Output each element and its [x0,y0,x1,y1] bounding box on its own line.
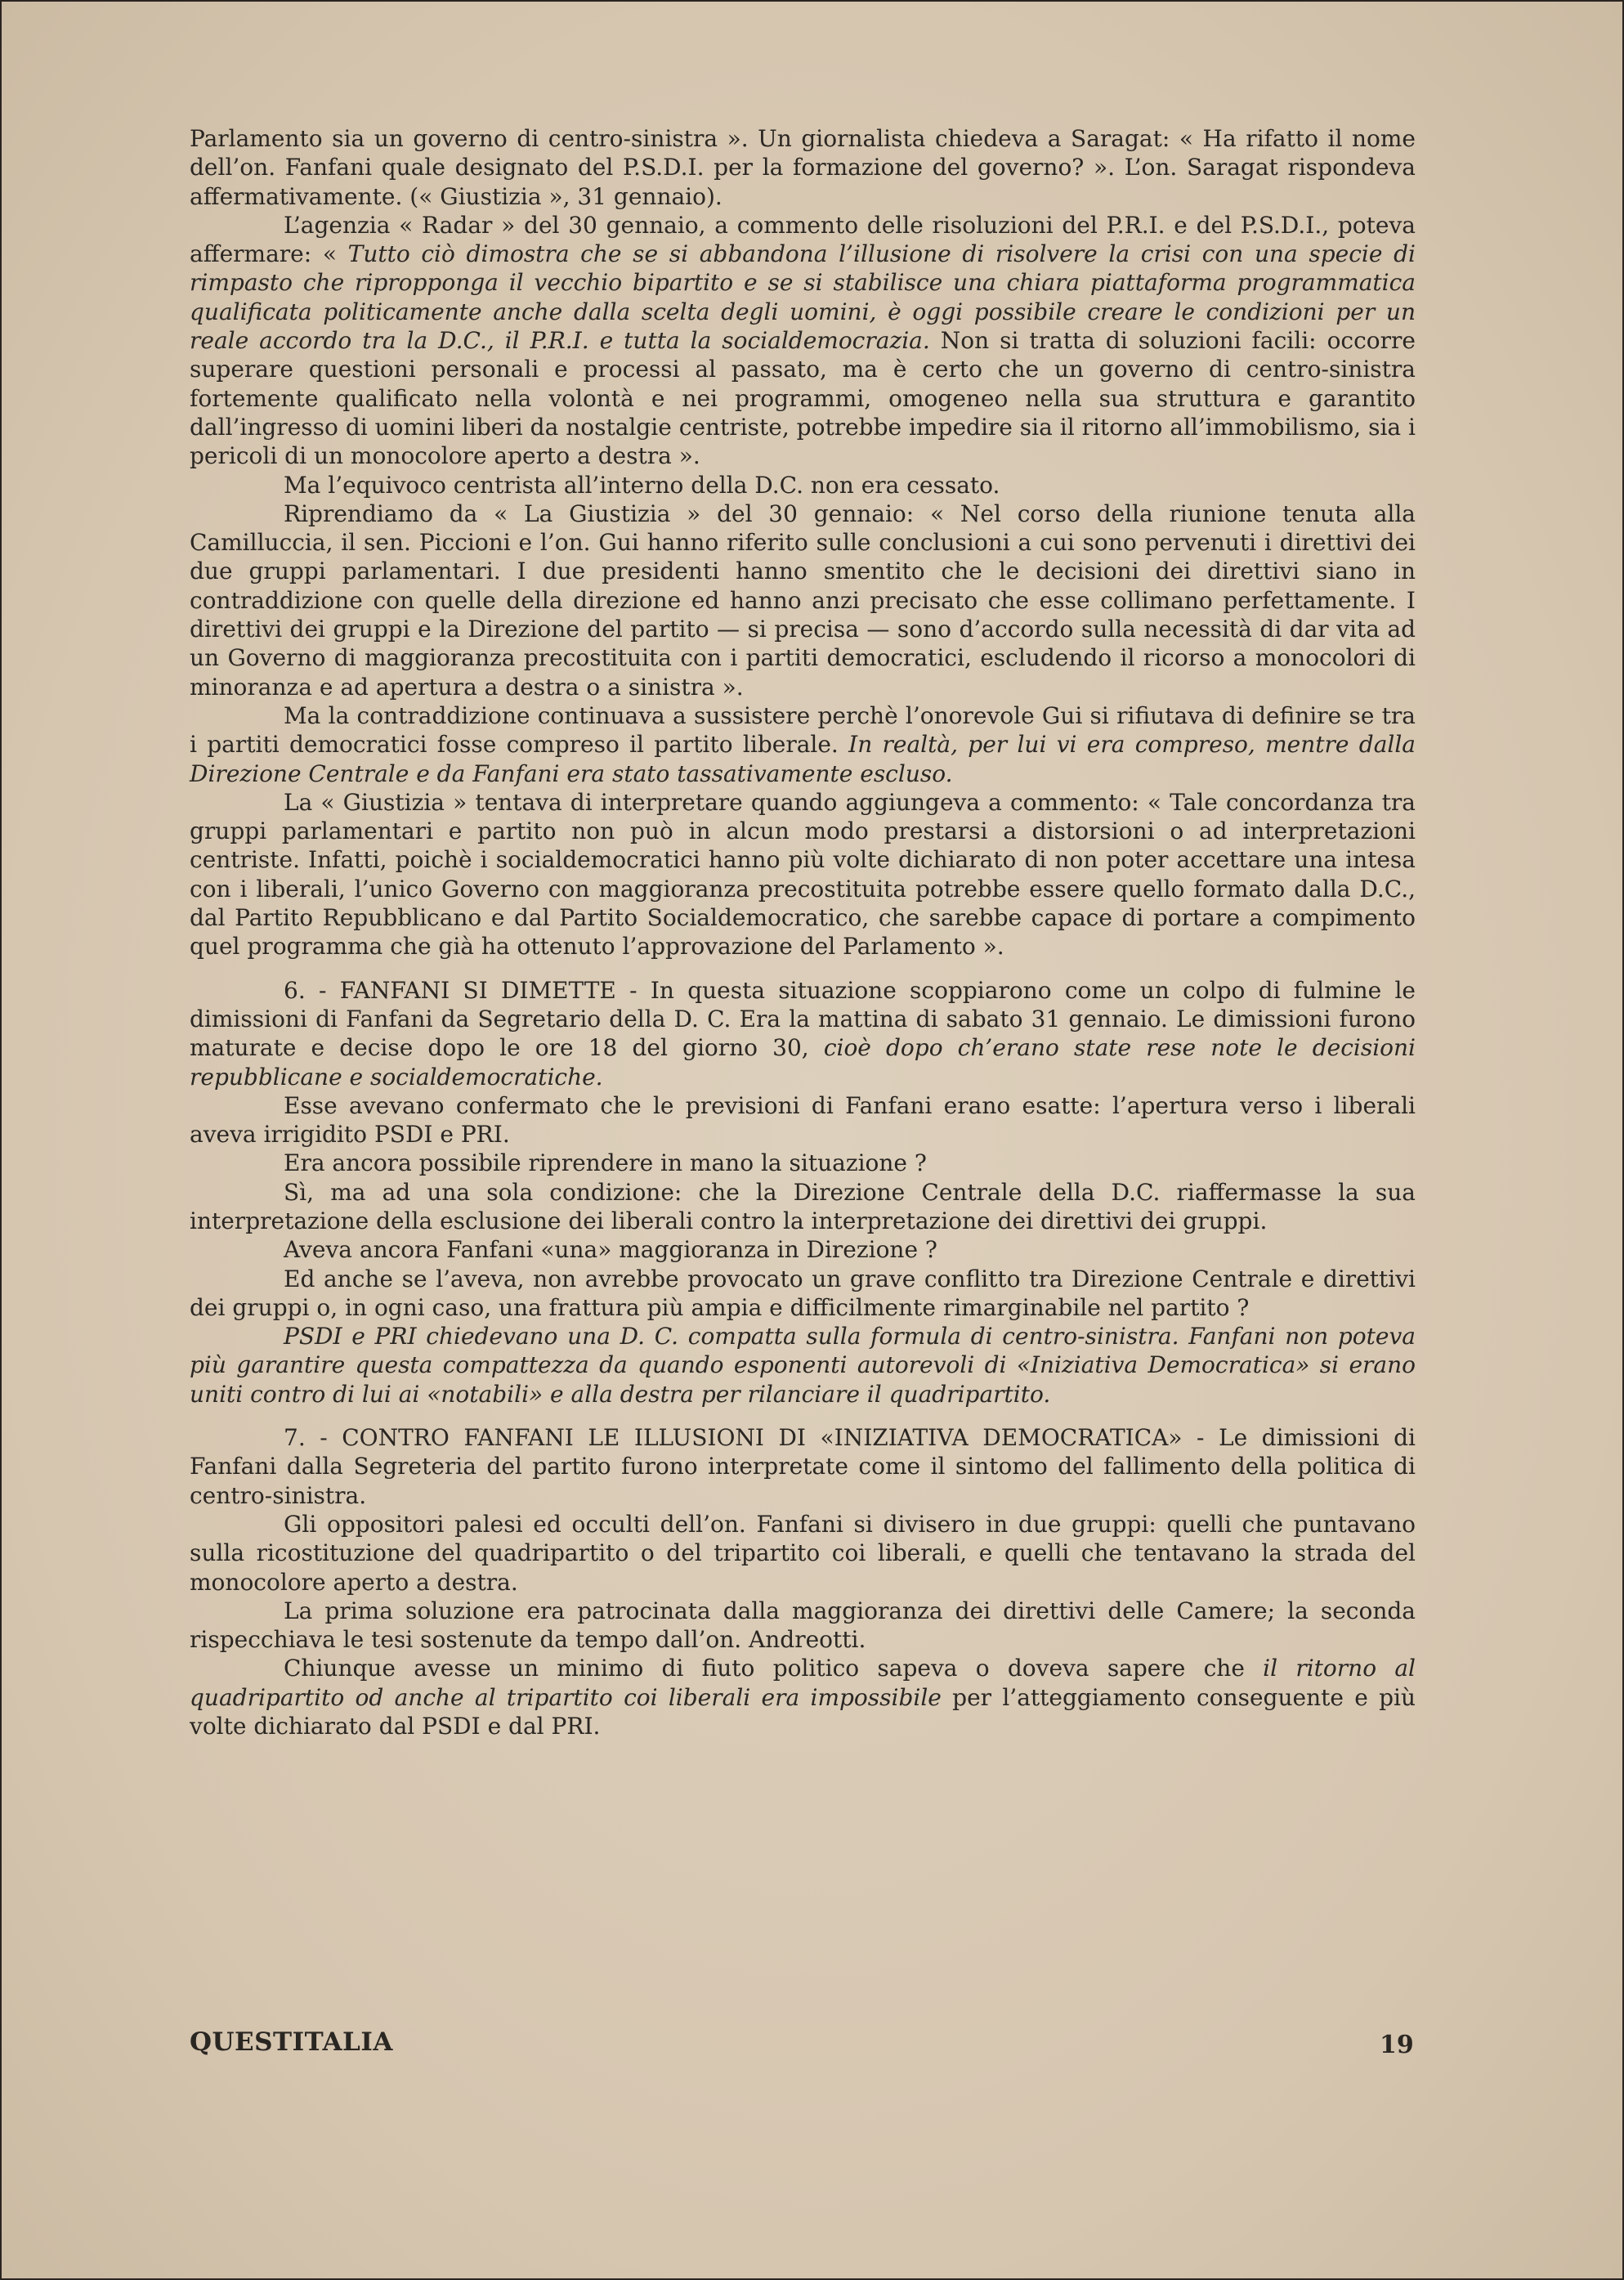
text-run: Non si tratta di soluzioni facili: occorre superare questioni personali e processi al passato, ma è certo che un governo di centro-sinistra fortemente qualificato nella volontà e nei programmi, omogeneo nella sua struttura e garantito dall’ingresso di uomini liberi da nostalgie centriste, potrebbe impedire sia il ritorno all’immobilismo, sia i pericoli di un monocolore aperto a destra ». [190,327,1416,470]
paragraph [190,1597,1416,1655]
paragraph [190,1091,1416,1149]
page-number: 19 [1380,2031,1414,2059]
text-run: Sì, ma ad una sola condizione: che la Direzione Centrale della D.C. riaffermasse la sua interpretazione della esclusione dei liberali contro la interpretazione dei direttivi dei gruppi. [190,1178,1416,1234]
text-run: 6. - FANFANI SI DIMETTE - In questa situazione scoppiarono come un colpo di fulmine le dimissioni di Fanfani da Segretario della D. C. Era la mattina di sabato 31 gennaio. Le dimissioni furono maturate e decise dopo le ore 18 del giorno 30, [190,976,1416,1062]
paragraph [190,1654,1416,1740]
text-run: Era ancora possibile riprendere in mano la situazione ? [284,1149,927,1177]
paragraph [190,211,1416,471]
paragraph [190,1510,1416,1597]
paragraph [190,1178,1416,1236]
section-paragraph [190,976,1416,1091]
italic-text: In realtà, per lui vi era compreso, mentre dalla Direzione Centrale e da Fanfani era stato tassativamente escluso. [190,731,1416,787]
text-run: Ed anche se l’aveva, non avrebbe provocato un grave conflitto tra Direzione Centrale e direttivi dei gruppi o, in ogni caso, una frattura più ampia e difficilmente rimarginabile nel partito ? [190,1265,1416,1321]
italic-text: il ritorno al quadripartito od anche al tripartito coi liberali era impossibile [190,1655,1416,1711]
paragraph [190,1322,1416,1409]
text-run: La prima soluzione era patrocinata dalla maggioranza dei direttivi delle Camere; la seconda rispecchiava le tesi sostenute da tempo dall’on. Andreotti. [190,1597,1416,1654]
text-run: Parlamento sia un governo di centro-sinistra ». Un giornalista chiedeva a Saragat: « Ha rifatto il nome dell’on. Fanfani quale designato del P.S.D.I. per la formazione del governo? ». L’on. Saragat rispondeva affermativamente. (« Giustizia », 31 gennaio). [190,125,1416,210]
publication-name: QUESTITALIA [190,2027,393,2057]
text-run: Ma la contraddizione continuava a sussistere perchè l’onorevole Gui si rifiutava di definire se tra i partiti democratici fosse compreso il partito liberale. [190,701,1416,759]
italic-text: Tutto ciò dimostra che se si abbandona l’illusione di risolvere la crisi con una specie di rimpasto che ripropponga il vecchio bipartito e se si stabilisce una chiara piattaforma programmatica qualificata politicamente anche dalla scelta degli uomini, è oggi possibile creare le condizioni per un reale accordo tra la D.C., il P.R.I. e tutta la socialdemocrazia. [190,240,1416,355]
text-run: 7. - CONTRO FANFANI LE ILLUSIONI DI «INIZIATIVA DEMOCRATICA» - Le dimissioni di Fanfani dalla Segreteria del partito furono interpretate come il sintomo del fallimento della politica di centro-sinistra. [190,1424,1416,1509]
article-body [190,124,1416,1740]
italic-text: PSDI e PRI chiedevano una D. C. compatta sulla formula di centro-sinistra. Fanfani non poteva più garantire questa compattezza da quando esponenti autorevoli di «Iniziativa Democratica» si erano uniti contro di lui ai «notabili» e alla destra per rilanciare il quadripartito. [190,1323,1416,1408]
text-run: per l’atteggiamento conseguente e più volte dichiarato dal PSDI e dal PRI. [190,1683,1416,1740]
text-run: La « Giustizia » tentava di interpretare quando aggiungeva a commento: « Tale concordanza tra gruppi parlamentari e partito non può in alcun modo prestarsi a distorsioni o ad interpretazioni centriste. Infatti, poichè i socialdemocratici hanno più volte dichiarato di non poter accettare una intesa con i liberali, l’unico Governo con maggioranza precostituita potrebbe essere quello formato dalla D.C., dal Partito Repubblicano e dal Partito Socialdemocratico, che sarebbe capace di portare a compimento quel programma che già ha ottenuto l’approvazione del Parlamento ». [190,788,1416,961]
paragraph [190,1149,1416,1177]
text-run: Chiunque avesse un minimo di fiuto politico sapeva o doveva sapere che [284,1655,1264,1682]
paragraph [190,499,1416,701]
text-run: L’agenzia « Radar » del 30 gennaio, a commento delle risoluzioni del P.R.I. e del P.S.D.I., poteva affermare: « [190,211,1416,268]
text-run: Aveva ancora Fanfani «una» maggioranza in Direzione ? [284,1236,937,1264]
paragraph [190,124,1416,211]
text-run: Ma l’equivoco centrista all’interno della D.C. non era cessato. [284,471,1000,499]
text-run: Riprendiamo da « La Giustizia » del 30 gennaio: « Nel corso della riunione tenuta alla Camilluccia, il sen. Piccioni e l’on. Gui hanno riferito sulle conclusioni a cui sono pervenuti i direttivi dei due gruppi parlamentari. I due presidenti hanno smentito che le decisioni dei direttivi siano in contraddizione con quelle della direzione ed hanno anzi precisato che esse collimano perfettamente. I direttivi dei gruppi e la Direzione del partito — si precisa — sono d’accordo sulla necessità di dar vita ad un Governo di maggioranza precostituita con i partiti democratici, escludendo il ricorso a monocolori di minoranza e ad apertura a destra o a sinistra ». [190,499,1416,701]
paragraph [190,701,1416,788]
paragraph [190,471,1416,499]
text-run: Esse avevano confermato che le previsioni di Fanfani erano esatte: l’apertura verso i liberali aveva irrigidito PSDI e PRI. [190,1091,1416,1149]
italic-text: cioè dopo ch’erano state rese note le decisioni repubblicane e socialdemocratiche. [190,1034,1416,1091]
text-run: Gli oppositori palesi ed occulti dell’on. Fanfani si divisero in due gruppi: quelli che puntavano sulla ricostituzione del quadripartito o del tripartito coi liberali, e quelli che tentavano la strada del monocolore aperto a destra. [190,1510,1416,1596]
section-paragraph [190,1423,1416,1510]
paragraph [190,1235,1416,1264]
paragraph [190,1265,1416,1323]
paragraph [190,788,1416,961]
